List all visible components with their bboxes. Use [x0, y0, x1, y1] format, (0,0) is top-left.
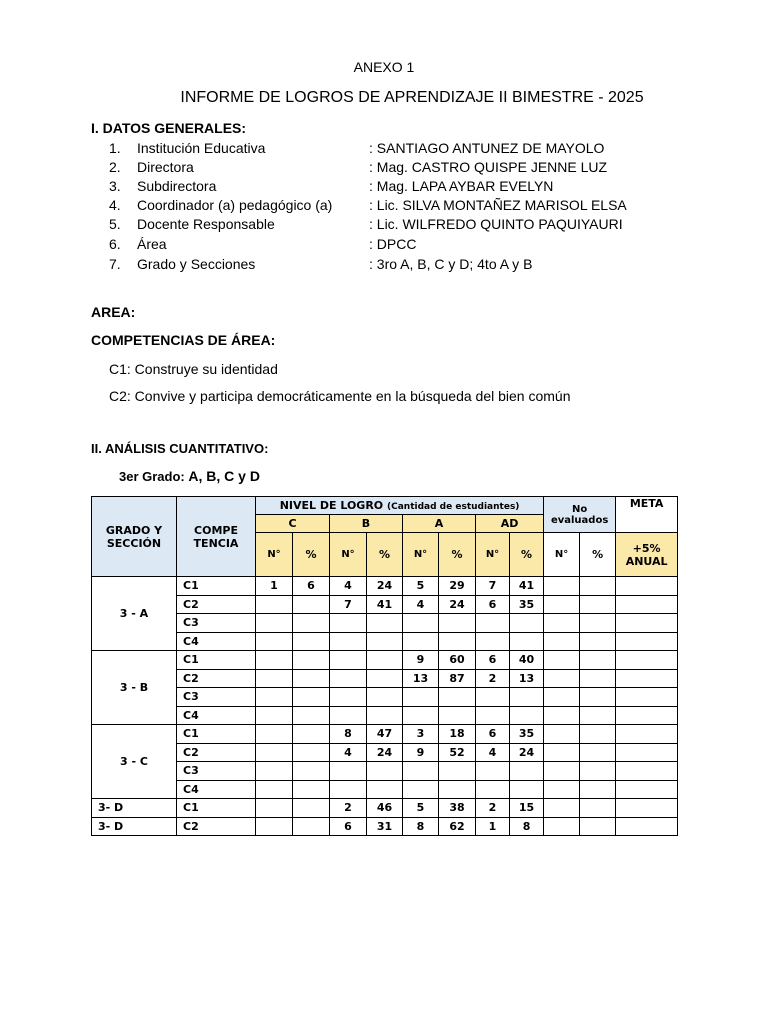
value-cell [616, 688, 678, 707]
value-cell [439, 632, 476, 651]
general-data-label: Docente Responsable [137, 216, 275, 232]
value-cell [616, 743, 678, 762]
value-cell: 1 [256, 577, 293, 596]
header-meta-value: +5% ANUAL [616, 533, 678, 577]
value-cell [544, 632, 580, 651]
value-cell [256, 706, 293, 725]
competency-cell: C4 [177, 780, 256, 799]
value-cell [330, 688, 367, 707]
general-data-number: 3. [109, 178, 121, 194]
header-no-evaluados: No evaluados [544, 497, 616, 533]
value-cell [367, 651, 403, 670]
value-cell [403, 614, 439, 633]
value-cell [439, 780, 476, 799]
value-cell [439, 614, 476, 633]
value-cell [544, 669, 580, 688]
annex-label: ANEXO 1 [353, 59, 415, 75]
value-cell [616, 725, 678, 744]
competency-cell: C4 [177, 706, 256, 725]
header-pct: % [439, 533, 476, 577]
header-meta: META [616, 497, 678, 533]
general-data-number: 1. [109, 140, 121, 156]
value-cell [544, 762, 580, 781]
table-row [92, 725, 678, 744]
value-cell [367, 614, 403, 633]
value-cell: 1 [476, 817, 510, 836]
value-cell [616, 595, 678, 614]
value-cell [256, 817, 293, 836]
header-competencia: COMPE TENCIA [177, 497, 256, 577]
general-data-row [109, 216, 669, 234]
value-cell [510, 614, 544, 633]
header-nivel-logro-label: NIVEL DE LOGRO [279, 499, 384, 512]
value-cell [476, 780, 510, 799]
value-cell [544, 577, 580, 596]
header-pct: % [580, 533, 616, 577]
value-cell [476, 614, 510, 633]
general-data-label: Directora [137, 159, 194, 175]
value-cell: 52 [439, 743, 476, 762]
section-general-data-heading: I. DATOS GENERALES: [91, 120, 247, 136]
value-cell: 40 [510, 651, 544, 670]
achievement-table [91, 496, 678, 836]
value-cell [616, 651, 678, 670]
value-cell: 4 [403, 595, 439, 614]
grade-line [119, 468, 260, 484]
value-cell [403, 780, 439, 799]
value-cell [580, 651, 616, 670]
value-cell: 4 [476, 743, 510, 762]
table-row [92, 688, 678, 707]
value-cell [616, 706, 678, 725]
value-cell [256, 688, 293, 707]
value-cell [476, 706, 510, 725]
value-cell [544, 595, 580, 614]
value-cell [616, 799, 678, 818]
value-cell: 18 [439, 725, 476, 744]
value-cell [580, 817, 616, 836]
general-data-row [109, 256, 669, 274]
value-cell: 46 [367, 799, 403, 818]
value-cell [256, 780, 293, 799]
value-cell [403, 706, 439, 725]
header-nivel-logro [256, 497, 544, 515]
value-cell [439, 762, 476, 781]
header-level-ad: AD [476, 515, 544, 533]
value-cell [616, 669, 678, 688]
value-cell: 24 [439, 595, 476, 614]
competency-cell: C2 [177, 817, 256, 836]
table-row [92, 669, 678, 688]
value-cell [293, 817, 330, 836]
grade-sections: A, B, C y D [188, 468, 260, 484]
value-cell [256, 725, 293, 744]
section-cell: 3- D [92, 817, 177, 836]
general-data-value: : DPCC [369, 236, 417, 252]
value-cell [293, 743, 330, 762]
value-cell [293, 799, 330, 818]
value-cell [544, 817, 580, 836]
value-cell: 31 [367, 817, 403, 836]
value-cell [403, 688, 439, 707]
general-data-row [109, 159, 669, 177]
general-data-number: 4. [109, 197, 121, 213]
table-row [92, 614, 678, 633]
competency-cell: C3 [177, 688, 256, 707]
value-cell: 35 [510, 725, 544, 744]
header-grado-seccion: GRADO Y SECCIÓN [92, 497, 177, 577]
value-cell [256, 799, 293, 818]
general-data-value: : Mag. LAPA AYBAR EVELYN [369, 178, 554, 194]
value-cell [580, 799, 616, 818]
value-cell [510, 762, 544, 781]
value-cell [256, 651, 293, 670]
table-row [92, 780, 678, 799]
value-cell [330, 632, 367, 651]
competency-cell: C2 [177, 743, 256, 762]
value-cell [580, 706, 616, 725]
general-data-number: 7. [109, 256, 121, 272]
competency-cell: C1 [177, 651, 256, 670]
competency-cell: C3 [177, 614, 256, 633]
value-cell [580, 688, 616, 707]
value-cell: 6 [330, 817, 367, 836]
general-data-label: Subdirectora [137, 178, 217, 194]
value-cell [544, 614, 580, 633]
value-cell [256, 669, 293, 688]
value-cell [330, 651, 367, 670]
value-cell [256, 632, 293, 651]
value-cell: 4 [330, 577, 367, 596]
value-cell [580, 725, 616, 744]
value-cell [544, 780, 580, 799]
value-cell: 62 [439, 817, 476, 836]
value-cell: 41 [510, 577, 544, 596]
header-pct: % [510, 533, 544, 577]
section-cell: 3 - C [92, 725, 177, 799]
header-n: N° [403, 533, 439, 577]
value-cell: 13 [403, 669, 439, 688]
table-row [92, 577, 678, 596]
value-cell [510, 688, 544, 707]
general-data-row [109, 197, 669, 215]
value-cell [403, 632, 439, 651]
value-cell [330, 762, 367, 781]
general-data-value: : Mag. CASTRO QUISPE JENNE LUZ [369, 159, 608, 175]
header-pct: % [367, 533, 403, 577]
value-cell: 24 [510, 743, 544, 762]
value-cell: 9 [403, 651, 439, 670]
general-data-number: 2. [109, 159, 121, 175]
value-cell [330, 780, 367, 799]
value-cell: 41 [367, 595, 403, 614]
value-cell [367, 762, 403, 781]
competency-c1: C1: Construye su identidad [109, 361, 278, 377]
general-data-number: 5. [109, 216, 121, 232]
value-cell [476, 632, 510, 651]
general-data-label: Institución Educativa [137, 140, 266, 156]
general-data-label: Área [137, 236, 167, 252]
value-cell [293, 725, 330, 744]
value-cell: 8 [510, 817, 544, 836]
value-cell [476, 688, 510, 707]
value-cell [580, 780, 616, 799]
general-data-label: Coordinador (a) pedagógico (a) [137, 197, 333, 213]
table-row [92, 799, 678, 818]
value-cell [293, 688, 330, 707]
general-data-number: 6. [109, 236, 121, 252]
value-cell [293, 780, 330, 799]
value-cell: 6 [476, 725, 510, 744]
value-cell [403, 762, 439, 781]
value-cell: 7 [330, 595, 367, 614]
value-cell: 47 [367, 725, 403, 744]
value-cell [367, 780, 403, 799]
value-cell [580, 743, 616, 762]
table-row [92, 743, 678, 762]
value-cell: 5 [403, 577, 439, 596]
value-cell: 2 [476, 669, 510, 688]
value-cell [544, 651, 580, 670]
value-cell: 29 [439, 577, 476, 596]
value-cell: 8 [403, 817, 439, 836]
value-cell [293, 762, 330, 781]
value-cell [330, 706, 367, 725]
value-cell [510, 780, 544, 799]
value-cell [580, 595, 616, 614]
value-cell [544, 743, 580, 762]
competency-cell: C2 [177, 595, 256, 614]
value-cell: 7 [476, 577, 510, 596]
value-cell: 2 [476, 799, 510, 818]
section-quantitative-heading: II. ANÁLISIS CUANTITATIVO: [91, 441, 269, 456]
header-n: N° [544, 533, 580, 577]
table-row [92, 595, 678, 614]
value-cell [293, 632, 330, 651]
header-n: N° [330, 533, 367, 577]
grade-prefix: 3er Grado: [119, 469, 189, 484]
general-data-label: Grado y Secciones [137, 256, 256, 272]
competency-cell: C4 [177, 632, 256, 651]
value-cell [293, 595, 330, 614]
competency-cell: C1 [177, 577, 256, 596]
value-cell: 6 [293, 577, 330, 596]
value-cell: 15 [510, 799, 544, 818]
value-cell: 13 [510, 669, 544, 688]
value-cell [580, 577, 616, 596]
value-cell [580, 669, 616, 688]
value-cell: 3 [403, 725, 439, 744]
value-cell [510, 706, 544, 725]
general-data-row [109, 178, 669, 196]
competency-cell: C1 [177, 799, 256, 818]
section-cell: 3 - A [92, 577, 177, 651]
value-cell [580, 632, 616, 651]
value-cell [367, 669, 403, 688]
competency-cell: C3 [177, 762, 256, 781]
value-cell [293, 706, 330, 725]
value-cell [293, 669, 330, 688]
value-cell [616, 762, 678, 781]
value-cell: 9 [403, 743, 439, 762]
value-cell [367, 632, 403, 651]
value-cell: 38 [439, 799, 476, 818]
general-data-value: : 3ro A, B, C y D; 4to A y B [369, 256, 533, 272]
general-data-row [109, 236, 669, 254]
value-cell: 24 [367, 743, 403, 762]
value-cell [510, 632, 544, 651]
value-cell [580, 762, 616, 781]
table-row [92, 651, 678, 670]
value-cell: 60 [439, 651, 476, 670]
value-cell [544, 799, 580, 818]
value-cell: 6 [476, 595, 510, 614]
value-cell [367, 688, 403, 707]
general-data-value: : Lic. WILFREDO QUINTO PAQUIYAURI [369, 216, 623, 232]
competency-cell: C2 [177, 669, 256, 688]
header-nivel-logro-sub: (Cantidad de estudiantes) [387, 502, 520, 512]
table-row [92, 632, 678, 651]
table-row [92, 706, 678, 725]
header-n: N° [476, 533, 510, 577]
value-cell [330, 669, 367, 688]
value-cell [544, 706, 580, 725]
value-cell [616, 780, 678, 799]
value-cell [256, 614, 293, 633]
table-row [92, 817, 678, 836]
header-pct: % [293, 533, 330, 577]
general-data-value: : SANTIAGO ANTUNEZ DE MAYOLO [369, 140, 605, 156]
competency-c2: C2: Convive y participa democráticamente en la búsqueda del bien común [109, 388, 571, 404]
value-cell: 87 [439, 669, 476, 688]
value-cell [367, 706, 403, 725]
competencies-heading: COMPETENCIAS DE ÁREA: [91, 332, 276, 348]
value-cell [256, 743, 293, 762]
value-cell [330, 614, 367, 633]
general-data-row [109, 140, 669, 158]
value-cell [616, 577, 678, 596]
value-cell: 2 [330, 799, 367, 818]
header-level-a: A [403, 515, 476, 533]
value-cell [544, 688, 580, 707]
value-cell [439, 706, 476, 725]
value-cell [476, 762, 510, 781]
value-cell [616, 817, 678, 836]
value-cell [616, 632, 678, 651]
section-cell: 3- D [92, 799, 177, 818]
header-n: N° [256, 533, 293, 577]
area-label: AREA: [91, 304, 136, 320]
value-cell: 5 [403, 799, 439, 818]
value-cell [256, 762, 293, 781]
value-cell: 24 [367, 577, 403, 596]
value-cell [256, 595, 293, 614]
value-cell [616, 614, 678, 633]
value-cell: 35 [510, 595, 544, 614]
header-level-c: C [256, 515, 330, 533]
value-cell: 8 [330, 725, 367, 744]
competency-cell: C1 [177, 725, 256, 744]
value-cell [544, 725, 580, 744]
value-cell [580, 614, 616, 633]
table-row [92, 762, 678, 781]
value-cell [439, 688, 476, 707]
value-cell [293, 651, 330, 670]
section-cell: 3 - B [92, 651, 177, 725]
report-title: INFORME DE LOGROS DE APRENDIZAJE II BIMESTRE - 2025 [180, 89, 644, 106]
value-cell: 4 [330, 743, 367, 762]
header-level-b: B [330, 515, 403, 533]
value-cell [293, 614, 330, 633]
general-data-value: : Lic. SILVA MONTAÑEZ MARISOL ELSA [369, 197, 627, 213]
value-cell: 6 [476, 651, 510, 670]
